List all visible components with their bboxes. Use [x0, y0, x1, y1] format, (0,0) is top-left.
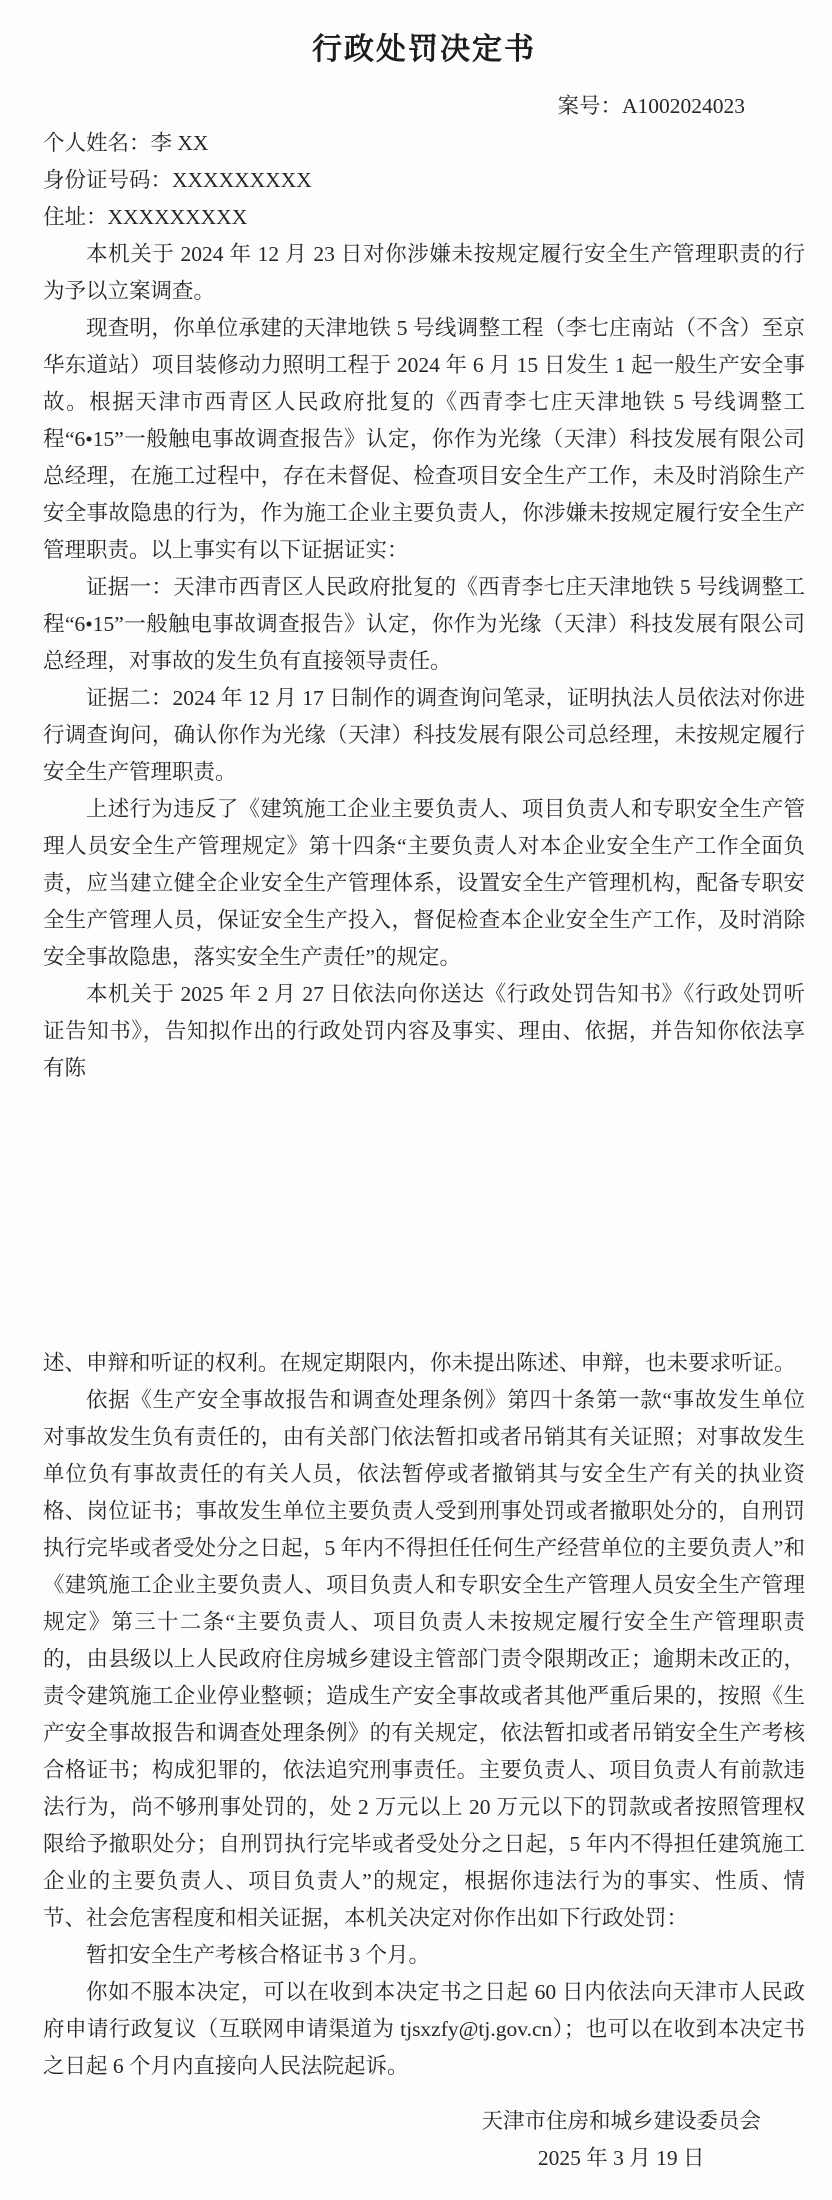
evidence-one-paragraph: 证据一：天津市西青区人民政府批复的《西青李七庄天津地铁 5 号线调整工程“6•15”一般触电事故调查报告》认定，你作为光缘（天津）科技发展有限公司总经理，对事故的发生负有直接领导责任。	[43, 575, 805, 673]
notice-paragraph-page2: 述、申辩和听证的权利。在规定期限内，你未提出陈述、申辩，也未要求听证。	[43, 1351, 796, 1375]
filing-paragraph: 本机关于 2024 年 12 月 23 日对你涉嫌未按规定履行安全生产管理职责的行为予以立案调查。	[43, 242, 805, 303]
party-address-line: 住址：XXXXXXXXX	[43, 205, 248, 229]
signature-block	[481, 2103, 761, 2177]
notice-paragraph-page1: 本机关于 2025 年 2 月 27 日依法向你送达《行政处罚告知书》《行政处罚听证告知书》，告知拟作出的行政处罚内容及事实、理由、依据，并告知你依法享有陈	[43, 982, 805, 1080]
decision-date: 2025 年 3 月 19 日	[537, 2146, 705, 2170]
evidence-two-paragraph: 证据二：2024 年 12 月 17 日制作的调查询问笔录，证明执法人员依法对你进行调查询问，确认你作为光缘（天津）科技发展有限公司总经理，未按规定履行安全生产管理职责。	[43, 686, 805, 784]
party-name-line: 个人姓名：李 XX	[43, 131, 209, 155]
issuing-authority: 天津市住房和城乡建设委员会	[481, 2109, 761, 2133]
case-number: 案号：A1002024023	[557, 94, 745, 118]
penalty-decision-paragraph: 暂扣安全生产考核合格证书 3 个月。	[86, 1943, 431, 1967]
document-title: 行政处罚决定书	[312, 33, 536, 66]
appeal-rights-paragraph: 你如不服本决定，可以在收到本决定书之日起 60 日内依法向天津市人民政府申请行政复议（互联网申请渠道为 tjsxzfy@tj.gov.cn）；也可以在收到本决定书之日起 6 个月内直接向人民法院起诉。	[43, 1980, 805, 2078]
party-id-line: 身份证号码：XXXXXXXXX	[43, 168, 312, 192]
legal-basis-paragraph: 依据《生产安全事故报告和调查处理条例》第四十条第一款“事故发生单位对事故发生负有责任的，由有关部门依法暂扣或者吊销其有关证照；对事故发生单位负有事故责任的有关人员，依法暂停或者撤销其与安全生产有关的执业资格、岗位证书；事故发生单位主要负责人受到刑事处罚或者撤职处分的，自刑罚执行完毕或者受处分之日起，5 年内不得担任任何生产经营单位的主要负责人”和《建筑施工企业主要负责人、项目负责人和专职安全生产管理人员安全生产管理规定》第三十二条“主要负责人、项目负责人未按规定履行安全生产管理职责的，由县级以上人民政府住房城乡建设主管部门责令限期改正；逾期未改正的，责令建筑施工企业停业整顿；造成生产安全事故或者其他严重后果的，按照《生产安全事故报告和调查处理条例》的有关规定，依法暂扣或者吊销安全生产考核合格证书；构成犯罪的，依法追究刑事责任。主要负责人、项目负责人有前款违法行为，尚不够刑事处罚的，处 2 万元以上 20 万元以下的罚款或者按照管理权限给予撤职处分；自刑罚执行完毕或者受处分之日起，5 年内不得担任建筑施工企业的主要负责人、项目负责人”的规定，根据你违法行为的事实、性质、情节、社会危害程度和相关证据，本机关决定对你作出如下行政处罚：	[43, 1388, 805, 1930]
violation-paragraph: 上述行为违反了《建筑施工企业主要负责人、项目负责人和专职安全生产管理人员安全生产管理规定》第十四条“主要负责人对本企业安全生产工作全面负责，应当建立健全企业安全生产管理体系，设置安全生产管理机构，配备专职安全生产管理人员，保证安全生产投入，督促检查本企业安全生产工作，及时消除安全事故隐患，落实安全生产责任”的规定。	[43, 797, 805, 969]
page-break-gap	[43, 1087, 805, 1345]
findings-paragraph: 现查明，你单位承建的天津地铁 5 号线调整工程（李七庄南站（不含）至京华东道站）项目装修动力照明工程于 2024 年 6 月 15 日发生 1 起一般生产安全事故。根据天津市西青区人民政府批复的《西青李七庄天津地铁 5 号线调整工程“6•15”一般触电事故调查报告》认定，你作为光缘（天津）科技发展有限公司总经理，在施工过程中，存在未督促、检查项目安全生产工作，未及时消除生产安全事故隐患的行为，作为施工企业主要负责人，你涉嫌未按规定履行安全生产管理职责。以上事实有以下证据证实：	[43, 316, 805, 562]
